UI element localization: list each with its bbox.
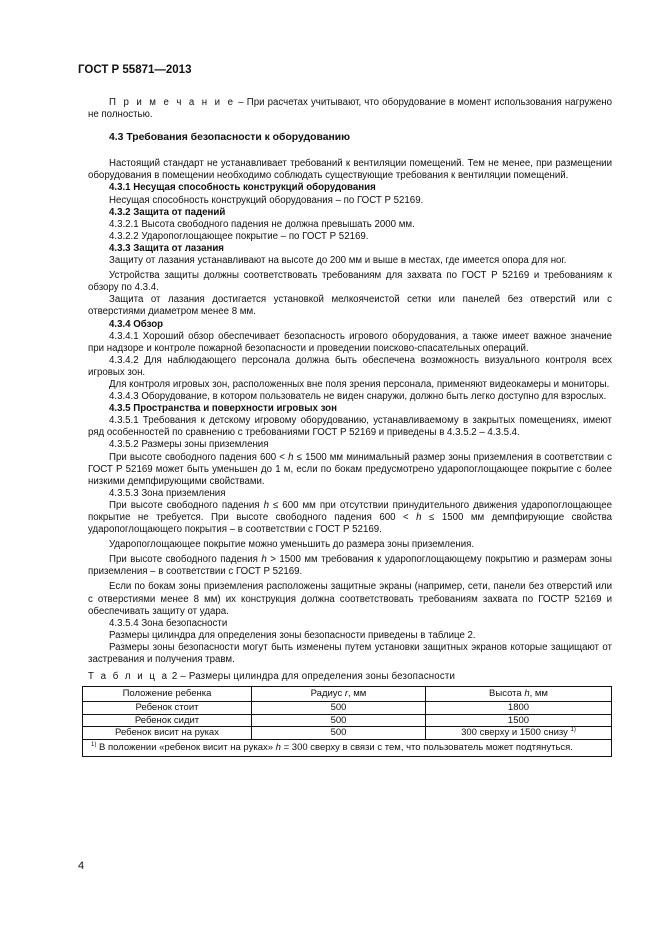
safety-zone-table bbox=[82, 686, 612, 757]
paragraph-4352-title: 4.3.5.2 Размеры зоны приземления bbox=[109, 439, 269, 451]
document-header: ГОСТ Р 55871—2013 bbox=[78, 64, 192, 76]
footnote-ref: 1) bbox=[570, 727, 576, 734]
page-number: 4 bbox=[78, 860, 85, 872]
cell-position: Ребенок сидит bbox=[83, 714, 252, 727]
note-text: – При расчетах учитывают, что оборудование в момент использования нагружено не полностью. bbox=[88, 97, 612, 121]
document-body bbox=[88, 97, 612, 757]
cell-position: Ребенок стоит bbox=[83, 702, 252, 715]
paragraph-4352-text: При высоте свободного падения 600 < h ≤ 1500 мм минимальный размер зоны приземления в соответствии с ГОСТ Р 52169 может быть уменьшен до 1 м, если по бокам предусмотрено ударопоглощающее покрытие с более низкими демпфирующими свойствами. bbox=[88, 451, 612, 487]
subsection-title-431: 4.3.1 Несущая способность конструкций оборудования bbox=[109, 182, 376, 194]
table-row bbox=[83, 714, 612, 727]
header-position: Положение ребенка bbox=[83, 687, 252, 702]
paragraph-4353-title: 4.3.5.3 Зона приземления bbox=[109, 487, 226, 499]
paragraph-4342: 4.3.4.2 Для наблюдающего персонала должна быть обеспечена возможность визуального контроля всех игровых зон. bbox=[88, 354, 612, 378]
cell-radius: 500 bbox=[252, 714, 426, 727]
paragraph-433-1: Защиту от лазания устанавливают на высоте до 200 мм и выше в местах, где имеется опора для ног. bbox=[109, 255, 567, 267]
paragraph-4354-title: 4.3.5.4 Зона безопасности bbox=[109, 617, 228, 629]
variable-h: h bbox=[263, 499, 269, 511]
paragraph-4353-text: При высоте свободного падения h ≤ 600 мм при отсутствии принудительного движения ударопоглощающее покрытие не требуется. При высоте свободного падения 600 < h ≤ 1500 мм демпфирующие свойства ударопоглощающего покрытия – в соответствии с ГОСТ Р 52169. bbox=[88, 499, 612, 536]
paragraph-4354-text: Размеры цилиндра для определения зоны безопасности приведены в таблице 2. bbox=[109, 629, 476, 641]
paragraph-4353-screens: Если по бокам зоны приземления расположены защитные экраны (например, сети, панели без отверстий или с отверстиями менее 8 мм) их конструкция должна соответствовать требованиям захвата по ГОСТР 52169 и обеспечивать защиту от удара. bbox=[88, 581, 612, 617]
section-intro: Настоящий стандарт не устанавливает требований к вентиляции помещений. Тем не менее, при размещении оборудования в помещении необходимо соблюдать существующие требования к вентиляции помещений. bbox=[88, 158, 612, 182]
header-radius: Радиус r, мм bbox=[252, 687, 426, 702]
table-footnote: $^{1)}$ В положении «ребенок висит на руках» h = 300 сверху в связи с тем, что пользователь может подтянуться. bbox=[83, 739, 612, 756]
cell-height: 300 сверху и 1500 снизу $^{1)}$ bbox=[426, 727, 612, 740]
paragraph-433-2: Устройства защиты должны соответствовать требованиям для захвата по ГОСТ Р 52169 и требованиям к обзору по 4.3.4. bbox=[88, 270, 612, 294]
note-paragraph bbox=[88, 97, 612, 121]
cell-height: 1800 bbox=[426, 702, 612, 715]
paragraph-4353-high: При высоте свободного падения h > 1500 мм требования к ударопоглощающему покрытию и размерам зоны приземления – в соответствии с ГОСТ Р 52169. bbox=[88, 554, 612, 578]
paragraph-4342-video: Для контроля игровых зон, расположенных вне поля зрения персонала, применяют видеокамеры и мониторы. bbox=[109, 378, 610, 390]
section-title: 4.3 Требования безопасности к оборудованию bbox=[109, 132, 351, 144]
variable-h: h bbox=[416, 512, 422, 523]
variable-h: h bbox=[288, 451, 294, 463]
cell-position: Ребенок висит на руках bbox=[83, 727, 252, 740]
cell-radius: 500 bbox=[252, 727, 426, 740]
subsection-title-433: 4.3.3 Защита от лазания bbox=[109, 242, 224, 254]
paragraph-433-3: Защита от лазания достигается установкой мелкоячеистой сетки или панелей без отверстий или с отверстиями диаметром менее 8 мм. bbox=[88, 294, 612, 318]
paragraph-4341: 4.3.4.1 Хороший обзор обеспечивает безопасность игрового оборудования, а также имеет важное значение при надзоре и контроле пожарной безопасности и проведении поисково-спасательных операций. bbox=[88, 330, 612, 354]
table-row bbox=[83, 702, 612, 715]
paragraph-4351: 4.3.5.1 Требования к детскому игровому оборудованию, устанавливаемому в закрытых помещениях, имеют ряд особенностей по сравнению с требованиями ГОСТ Р 52169 и приведены в 4.3.5.2 – 4.3.5.4. bbox=[88, 415, 612, 439]
paragraph-4353-reduce: Ударопоглощающее покрытие можно уменьшить до размера зоны приземления. bbox=[109, 539, 475, 551]
paragraph-431-1: Несущая способность конструкций оборудования – по ГОСТ Р 52169. bbox=[109, 194, 424, 206]
note-label: П р и м е ч а н и е bbox=[109, 97, 236, 108]
cell-height: 1500 bbox=[426, 714, 612, 727]
table-caption: Т а б л и ц а 2 – Размеры цилиндра для определения зоны безопасности bbox=[88, 671, 456, 683]
paragraph-4354-screens: Размеры зоны безопасности могут быть изменены путем установки защитных экранов которые защищают от застревания и получения травм. bbox=[88, 641, 612, 666]
table-header-row bbox=[83, 687, 612, 702]
paragraph-4343: 4.3.4.3 Оборудование, в котором пользователь не виден снаружи, должно быть легко доступно для взрослых. bbox=[109, 391, 607, 403]
subsection-title-435: 4.3.5 Пространства и поверхности игровых зон bbox=[109, 403, 337, 415]
paragraph-4321: 4.3.2.1 Высота свободного падения не должна превышать 2000 мм. bbox=[109, 218, 415, 230]
table-row bbox=[83, 727, 612, 740]
subsection-title-432: 4.3.2 Защита от падений bbox=[109, 206, 226, 218]
table-footnote-row bbox=[83, 739, 612, 756]
subsection-title-434: 4.3.4 Обзор bbox=[109, 318, 164, 330]
cell-radius: 500 bbox=[252, 702, 426, 715]
variable-h: h bbox=[261, 554, 267, 566]
paragraph-4322: 4.3.2.2 Ударопоглощающее покрытие – по ГОСТ Р 52169. bbox=[109, 230, 369, 242]
header-height: Высота h, мм bbox=[426, 687, 612, 702]
